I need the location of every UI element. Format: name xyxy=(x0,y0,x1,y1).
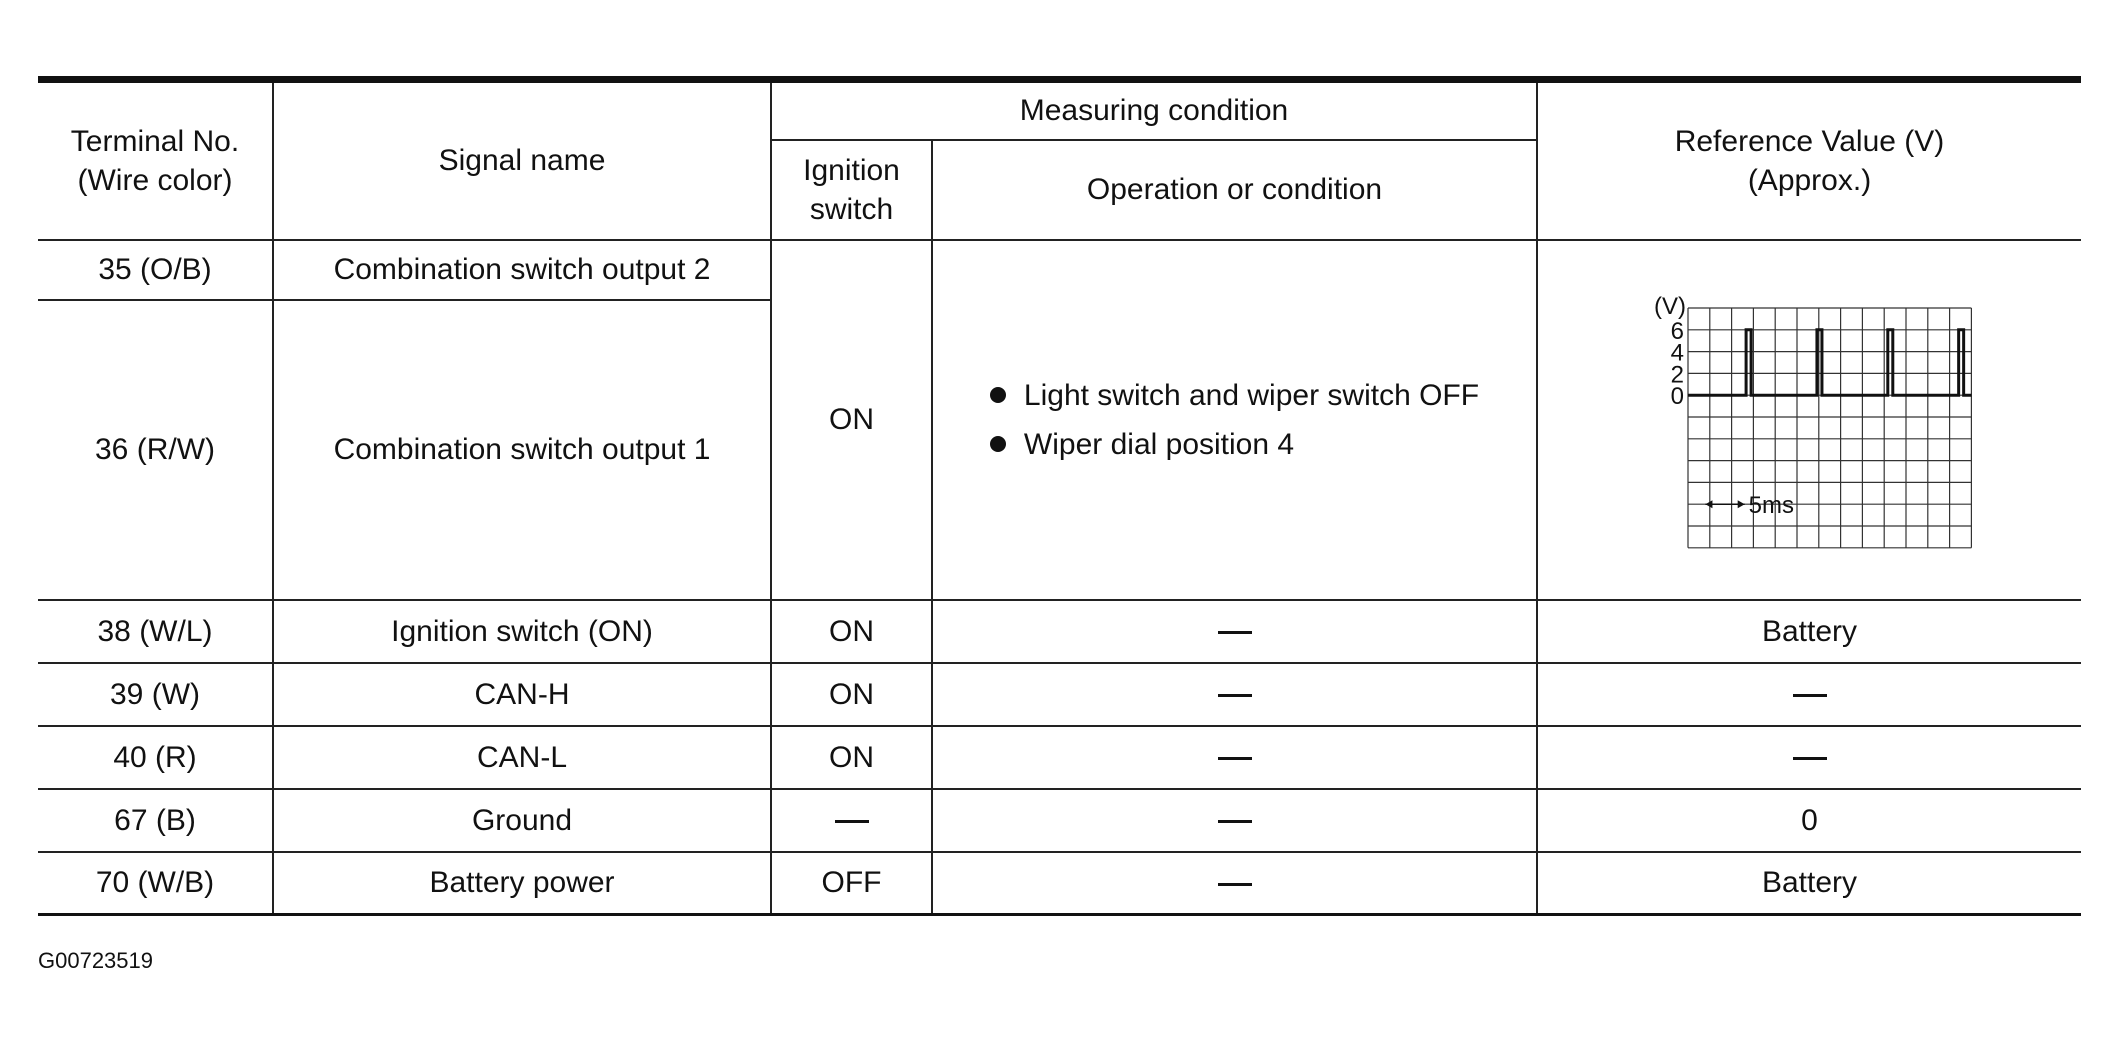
ignition-cell-shared: ON xyxy=(771,240,932,600)
reference-cell xyxy=(1537,726,2081,789)
condition-item xyxy=(990,425,1479,464)
dash-mark xyxy=(835,820,869,823)
ignition-cell: ON xyxy=(771,600,932,663)
signal-cell: CAN-L xyxy=(273,726,771,789)
header-reference-line2: (Approx.) xyxy=(1747,163,1872,197)
header-reference-value xyxy=(1537,80,2081,240)
table-row xyxy=(38,240,2081,300)
dash-mark xyxy=(1218,883,1252,886)
dash-mark xyxy=(1793,757,1827,760)
terminal-spec-table xyxy=(38,76,2081,916)
signal-cell: Combination switch output 2 xyxy=(273,240,771,300)
unit-label: (V) xyxy=(1653,292,1686,320)
dash-mark xyxy=(1793,694,1827,697)
operation-cell xyxy=(932,663,1537,726)
operation-cell xyxy=(932,789,1537,852)
y-tick-label: 4 xyxy=(1670,339,1684,367)
condition-item xyxy=(990,376,1479,415)
waveform-chart xyxy=(1630,290,1990,550)
time-scale-label: 5ms xyxy=(1748,491,1794,519)
ignition-cell: OFF xyxy=(771,852,932,915)
terminal-cell: 38 (W/L) xyxy=(38,600,273,663)
terminal-cell: 67 (B) xyxy=(38,789,273,852)
dash-mark xyxy=(1218,694,1252,697)
y-tick-label: 0 xyxy=(1670,382,1684,410)
terminal-cell: 36 (R/W) xyxy=(38,300,273,600)
dash-mark xyxy=(1218,820,1252,823)
header-terminal xyxy=(38,80,273,240)
dash-mark xyxy=(1218,757,1252,760)
header-ignition-line2: switch xyxy=(809,192,894,226)
operation-cell xyxy=(932,600,1537,663)
terminal-cell: 70 (W/B) xyxy=(38,852,273,915)
signal-cell: Ignition switch (ON) xyxy=(273,600,771,663)
y-tick-label: 2 xyxy=(1670,360,1684,388)
signal-cell: Battery power xyxy=(273,852,771,915)
ignition-cell: ON xyxy=(771,663,932,726)
arrow-left-icon xyxy=(1705,500,1712,508)
header-ignition-switch xyxy=(771,140,932,240)
bullet-icon xyxy=(990,436,1006,452)
signal-cell: CAN-H xyxy=(273,663,771,726)
operation-cell-shared xyxy=(932,240,1537,600)
table-row xyxy=(38,789,2081,852)
header-reference-line1: Reference Value (V) xyxy=(1674,124,1945,158)
signal-cell: Ground xyxy=(273,789,771,852)
condition-text: Light switch and wiper switch OFF xyxy=(1023,378,1480,412)
waveform-trace xyxy=(1688,329,1971,394)
arrow-right-icon xyxy=(1737,500,1744,508)
table-row xyxy=(38,852,2081,915)
condition-list xyxy=(990,366,1479,474)
ignition-cell: ON xyxy=(771,726,932,789)
reference-cell: Battery xyxy=(1537,852,2081,915)
operation-cell xyxy=(932,726,1537,789)
reference-cell: Battery xyxy=(1537,600,2081,663)
figure-code: G00723519 xyxy=(38,948,153,973)
reference-cell xyxy=(1537,663,2081,726)
y-tick-label: 6 xyxy=(1670,317,1684,345)
header-terminal-line2: (Wire color) xyxy=(77,163,233,197)
ignition-cell xyxy=(771,789,932,852)
header-terminal-line1: Terminal No. xyxy=(70,124,240,158)
terminal-cell: 39 (W) xyxy=(38,663,273,726)
operation-cell xyxy=(932,852,1537,915)
waveform-cell xyxy=(1537,240,2081,600)
header-measuring-condition: Measuring condition xyxy=(771,80,1537,140)
table-row xyxy=(38,663,2081,726)
header-signal-name: Signal name xyxy=(273,80,771,240)
bullet-icon xyxy=(990,387,1006,403)
terminal-cell: 40 (R) xyxy=(38,726,273,789)
terminal-cell: 35 (O/B) xyxy=(38,240,273,300)
table-row xyxy=(38,600,2081,663)
signal-cell: Combination switch output 1 xyxy=(273,300,771,600)
condition-text: Wiper dial position 4 xyxy=(1023,427,1295,461)
reference-cell: 0 xyxy=(1537,789,2081,852)
header-operation: Operation or condition xyxy=(932,140,1537,240)
table-row xyxy=(38,726,2081,789)
dash-mark xyxy=(1218,631,1252,634)
header-ignition-line1: Ignition xyxy=(803,153,900,187)
